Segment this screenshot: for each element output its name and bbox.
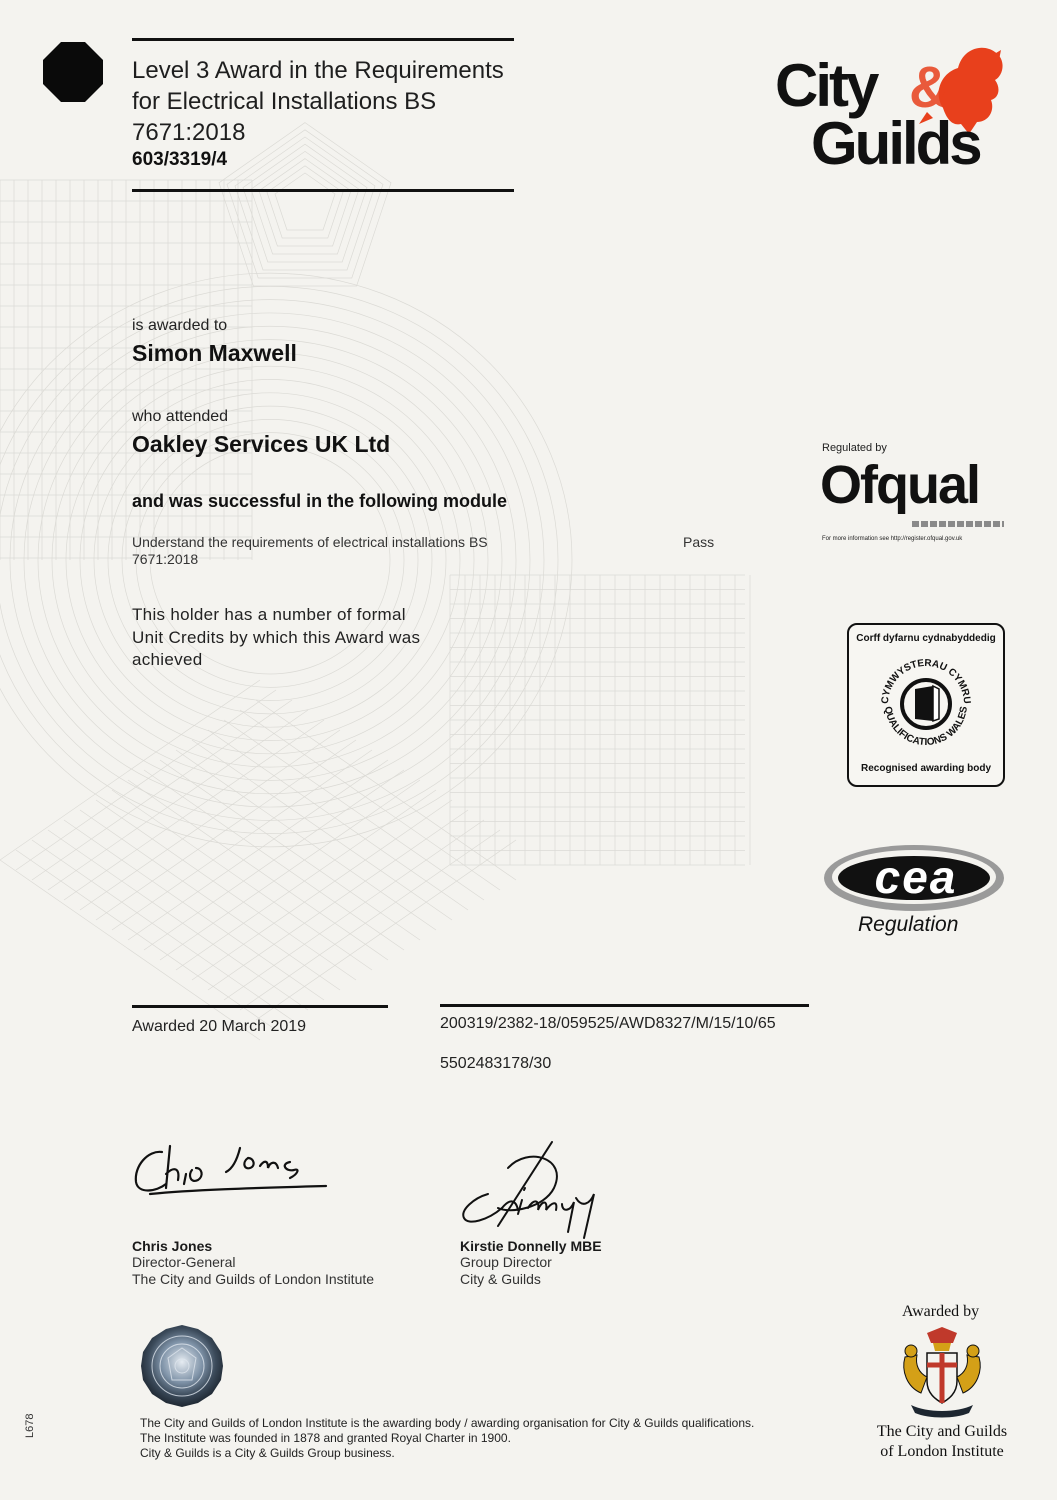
title-line: for Electrical Installations BS [132,88,437,115]
hologram-seal-icon [140,1324,224,1408]
recipient-name: Simon Maxwell [132,340,297,366]
logo-ampersand: & [909,55,951,120]
qualifications-wales-door-icon [871,649,981,759]
footer-text [140,1416,754,1461]
form-code: L678 [24,1413,36,1438]
signatory-role: Group Director [460,1254,552,1270]
footer-line: The City and Guilds of London Institute is the awarding body / awarding organisation for City & Guilds qualifications. [140,1416,755,1430]
signatory-name: Kirstie Donnelly MBE [460,1238,602,1254]
module-line: Understand the requirements of electrical installations BS [132,534,488,550]
ofqual-info: For more information see http://register.ofqual.gov.uk [822,536,963,542]
signature-kirstie-donnelly [458,1138,608,1242]
ccea-logo [822,843,1006,913]
title-line: Level 3 Award in the Requirements [132,57,504,84]
award-date: Awarded 20 March 2019 [132,1018,307,1035]
signatory-org: City & Guilds [460,1271,541,1287]
footer-line: The Institute was founded in 1878 and granted Royal Charter in 1900. [140,1431,511,1445]
signature-chris-jones [130,1138,330,1204]
awarded-by-label: Awarded by [902,1303,980,1320]
awarding-institution [872,1422,1012,1462]
credits-line: Unit Credits by which this Award was [132,627,421,647]
award-number: 5502483178/30 [440,1055,552,1072]
title-line: 7671:2018 [132,119,246,146]
footer-line: City & Guilds is a City & Guilds Group business. [140,1446,395,1460]
ccea-text: cea [874,851,958,903]
award-reference: 200319/2382-18/059525/AWD8327/M/15/10/65 [440,1015,776,1032]
qualification-title [132,55,504,148]
qw-ring-top: CYMWYSTERAU CYMRU [879,657,973,705]
qualification-code: 603/3319/4 [132,149,228,170]
octagon-badge-icon [42,41,104,103]
qw-top-text: Corff dyfarnu cydnabyddedig [856,633,996,644]
attended-label: who attended [132,408,229,425]
ofqual-underline [912,521,1004,527]
city-guilds-logo [775,50,1015,190]
ofqual-regulated-by: Regulated by [822,442,887,454]
credits-line: achieved [132,650,203,669]
logo-word-guilds: Guilds [811,110,980,177]
award-ref-rule [440,1004,809,1007]
signatory-org: The City and Guilds of London Institute [132,1271,375,1287]
qw-ring-bottom: QUALIFICATIONS WALES [881,705,970,749]
centre-name: Oakley Services UK Ltd [132,431,391,457]
coat-of-arms-icon [897,1327,987,1419]
module-description [132,534,552,568]
qualifications-wales-badge [847,623,1005,787]
credits-note [132,604,420,672]
signatory-kirstie-donnelly [460,1238,602,1288]
credits-line: This holder has a number of formal [132,605,406,624]
title-bottom-rule [132,189,514,192]
awarded-to-label: is awarded to [132,317,228,334]
module-heading: and was successful in the following module [132,491,508,511]
logo-word-city: City [775,52,877,119]
qw-bottom-text: Recognised awarding body [860,763,992,774]
module-line: 7671:2018 [132,551,199,567]
ccea-regulation-label: Regulation [858,913,959,936]
title-top-rule [132,38,514,41]
signatory-chris-jones [132,1238,374,1288]
signatory-role: Director-General [132,1254,236,1270]
award-date-rule [132,1005,388,1008]
institution-line: of London Institute [880,1443,1004,1460]
institution-line: The City and Guilds [876,1423,1008,1440]
ofqual-logo: Ofqual [820,455,979,515]
signatory-name: Chris Jones [132,1238,213,1254]
module-result: Pass [683,534,715,550]
